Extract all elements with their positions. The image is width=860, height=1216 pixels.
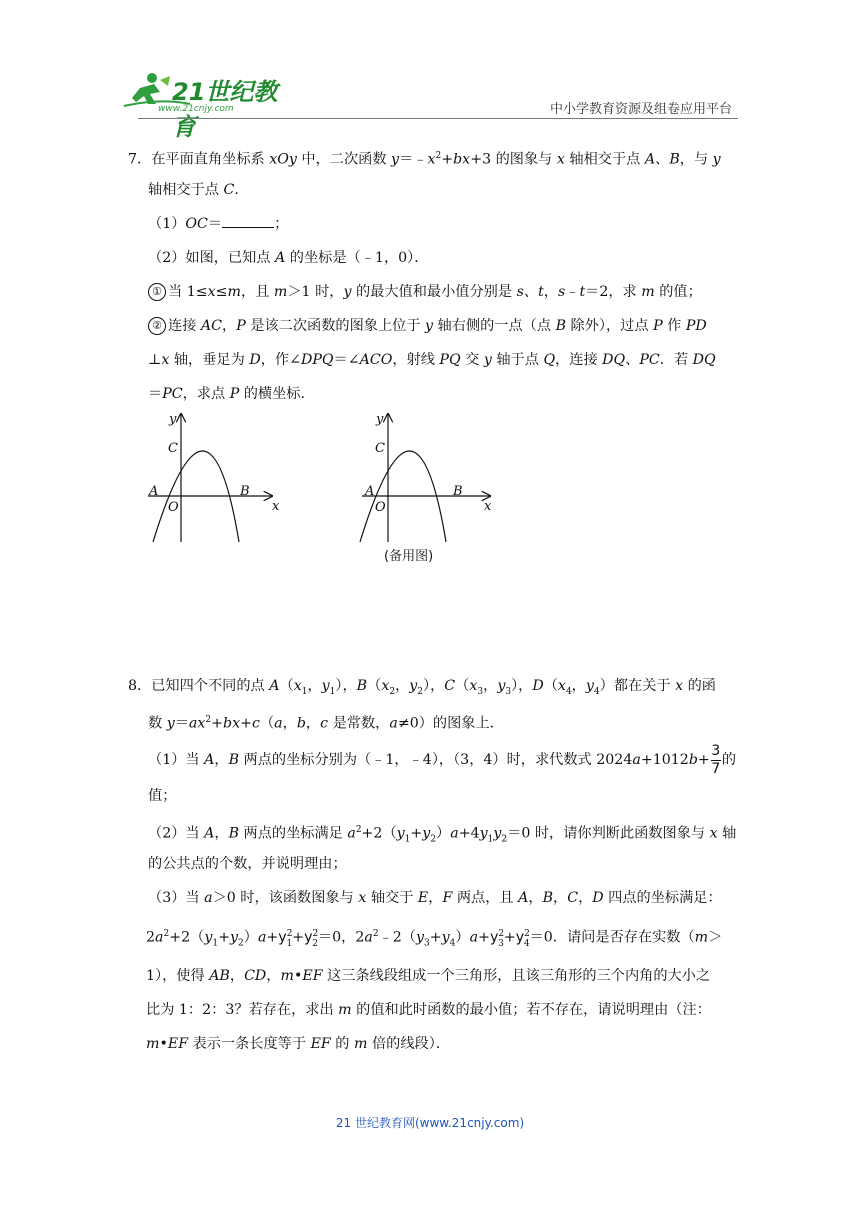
logo-url: www.21cnjy.com <box>158 104 234 114</box>
graph-backup-o-label: O <box>375 500 386 515</box>
site-logo <box>120 70 290 141</box>
q7-line-1: 7．在平面直角坐标系 xOy 中，二次函数 $y=﹣x^2+bx+3$ 的图象与 x 轴相交于点 A、B，与 y <box>128 151 721 168</box>
graph-main-y-label: y <box>169 412 177 427</box>
graph-backup-a-label: A <box>365 484 375 499</box>
q8-part-3: （3）当 a＞0 时，该函数图象与 x 轴交于 E，F 两点，且 A，B，C，D 四点的坐标满足： <box>148 890 722 906</box>
graph-backup-b-label: B <box>453 484 463 499</box>
platform-title: 中小学教育资源及组卷应用平台 <box>549 102 732 117</box>
graph-main-x-label: x <box>272 499 280 514</box>
q8-part-2: （2）当 A，B 两点的坐标满足 $a^2+2(y_1+y_2)a+4y_1y_2=0$ 时，请你判断此函数图象与 x 轴 <box>148 825 737 845</box>
graph-backup-x-label: x <box>484 499 492 514</box>
q7-subpart-2-line-3: ＝PC，求点 P 的横坐标． <box>148 386 315 402</box>
q8-line-1: 8．已知四个不同的点 $A(x_1$，$y_1$），$B(x_2$，$y_2$），$C(x_3$，$y_3$），$D(x_4$，$y_4$）都在关于 x 的函 <box>128 678 716 697</box>
q7-figures <box>140 408 520 573</box>
q7-part-2: （2）如图，已知点 A 的坐标是（﹣1，0）． <box>148 250 429 266</box>
graph-main <box>148 414 272 542</box>
q7-subpart-2-line-2: ⊥x 轴，垂足为 D，作∠DPQ＝∠ACO，射线 PQ 交 y 轴于点 Q，连接 DQ、PC．若 DQ <box>148 352 716 368</box>
logo-text: 21世纪教育 <box>172 78 278 141</box>
q8-part-1: （1）当 A，B 两点的坐标分别为（﹣1，﹣4），（3，4）时，求代数式 2024a+1012b+ $\frac{3}{7}$ 的 <box>148 743 737 777</box>
q8-part-3-line-3: 1），使得 AB，CD，m•EF 这三条线段组成一个三角形，且该三角形的三个内角的大小之 <box>146 968 711 984</box>
header-divider <box>138 118 738 119</box>
q7-subpart-1: ① 当 1≤x≤m，且 m＞1 时，y 的最大值和最小值分别是 s、t，s﹣t＝2，求 m 的值； <box>148 282 702 302</box>
answer-blank[interactable] <box>222 215 274 228</box>
backup-figure-caption: (备用图) <box>384 549 434 564</box>
q8-line-2: 数 $y=ax^2+bx+c(a$，b，c 是常数，a≠0）的图象上． <box>148 715 504 732</box>
graph-main-o-label: O <box>168 500 179 515</box>
graph-main-b-label: B <box>240 484 250 499</box>
q8-part-3-equation: $2a^2+2(y_1+y_2)a+y^2_1+y^2_2=0$，$2a^2﹣2(y_3+y_4)a+y^2_3+y^2_4=0$．请问是否存在实数（m＞ <box>146 929 723 949</box>
graph-main-a-label: A <box>149 484 159 499</box>
fraction-3-7: $\frac{3}{7}$ <box>711 743 721 777</box>
footer-link[interactable]: 21 世纪教育网(www.21cnjy.com) <box>335 1116 525 1130</box>
q8-part-1-cont: 值； <box>148 788 177 804</box>
q7-line-2: 轴相交于点 C． <box>148 182 249 198</box>
q7-part-1: （1）OC＝ ； <box>148 216 289 232</box>
q8-part-3-line-5: m•EF 表示一条长度等于 EF 的 m 倍的线段）． <box>146 1036 451 1052</box>
graph-backup-c-label: C <box>375 441 385 456</box>
graph-backup-y-label: y <box>376 412 384 427</box>
graph-main-c-label: C <box>168 441 178 456</box>
q7-subpart-2-line-1: ② 连接 AC，P 是该二次函数的图象上位于 y 轴右侧的一点（点 B 除外），过点 P 作 PD <box>148 316 707 336</box>
q8-part-2-cont: 的公共点的个数，并说明理由； <box>148 856 347 872</box>
graph-backup <box>360 414 490 542</box>
q8-part-3-line-4: 比为 1：2：3？若存在，求出 m 的值和此时函数的最小值；若不存在，请说明理由（注： <box>146 1002 711 1018</box>
